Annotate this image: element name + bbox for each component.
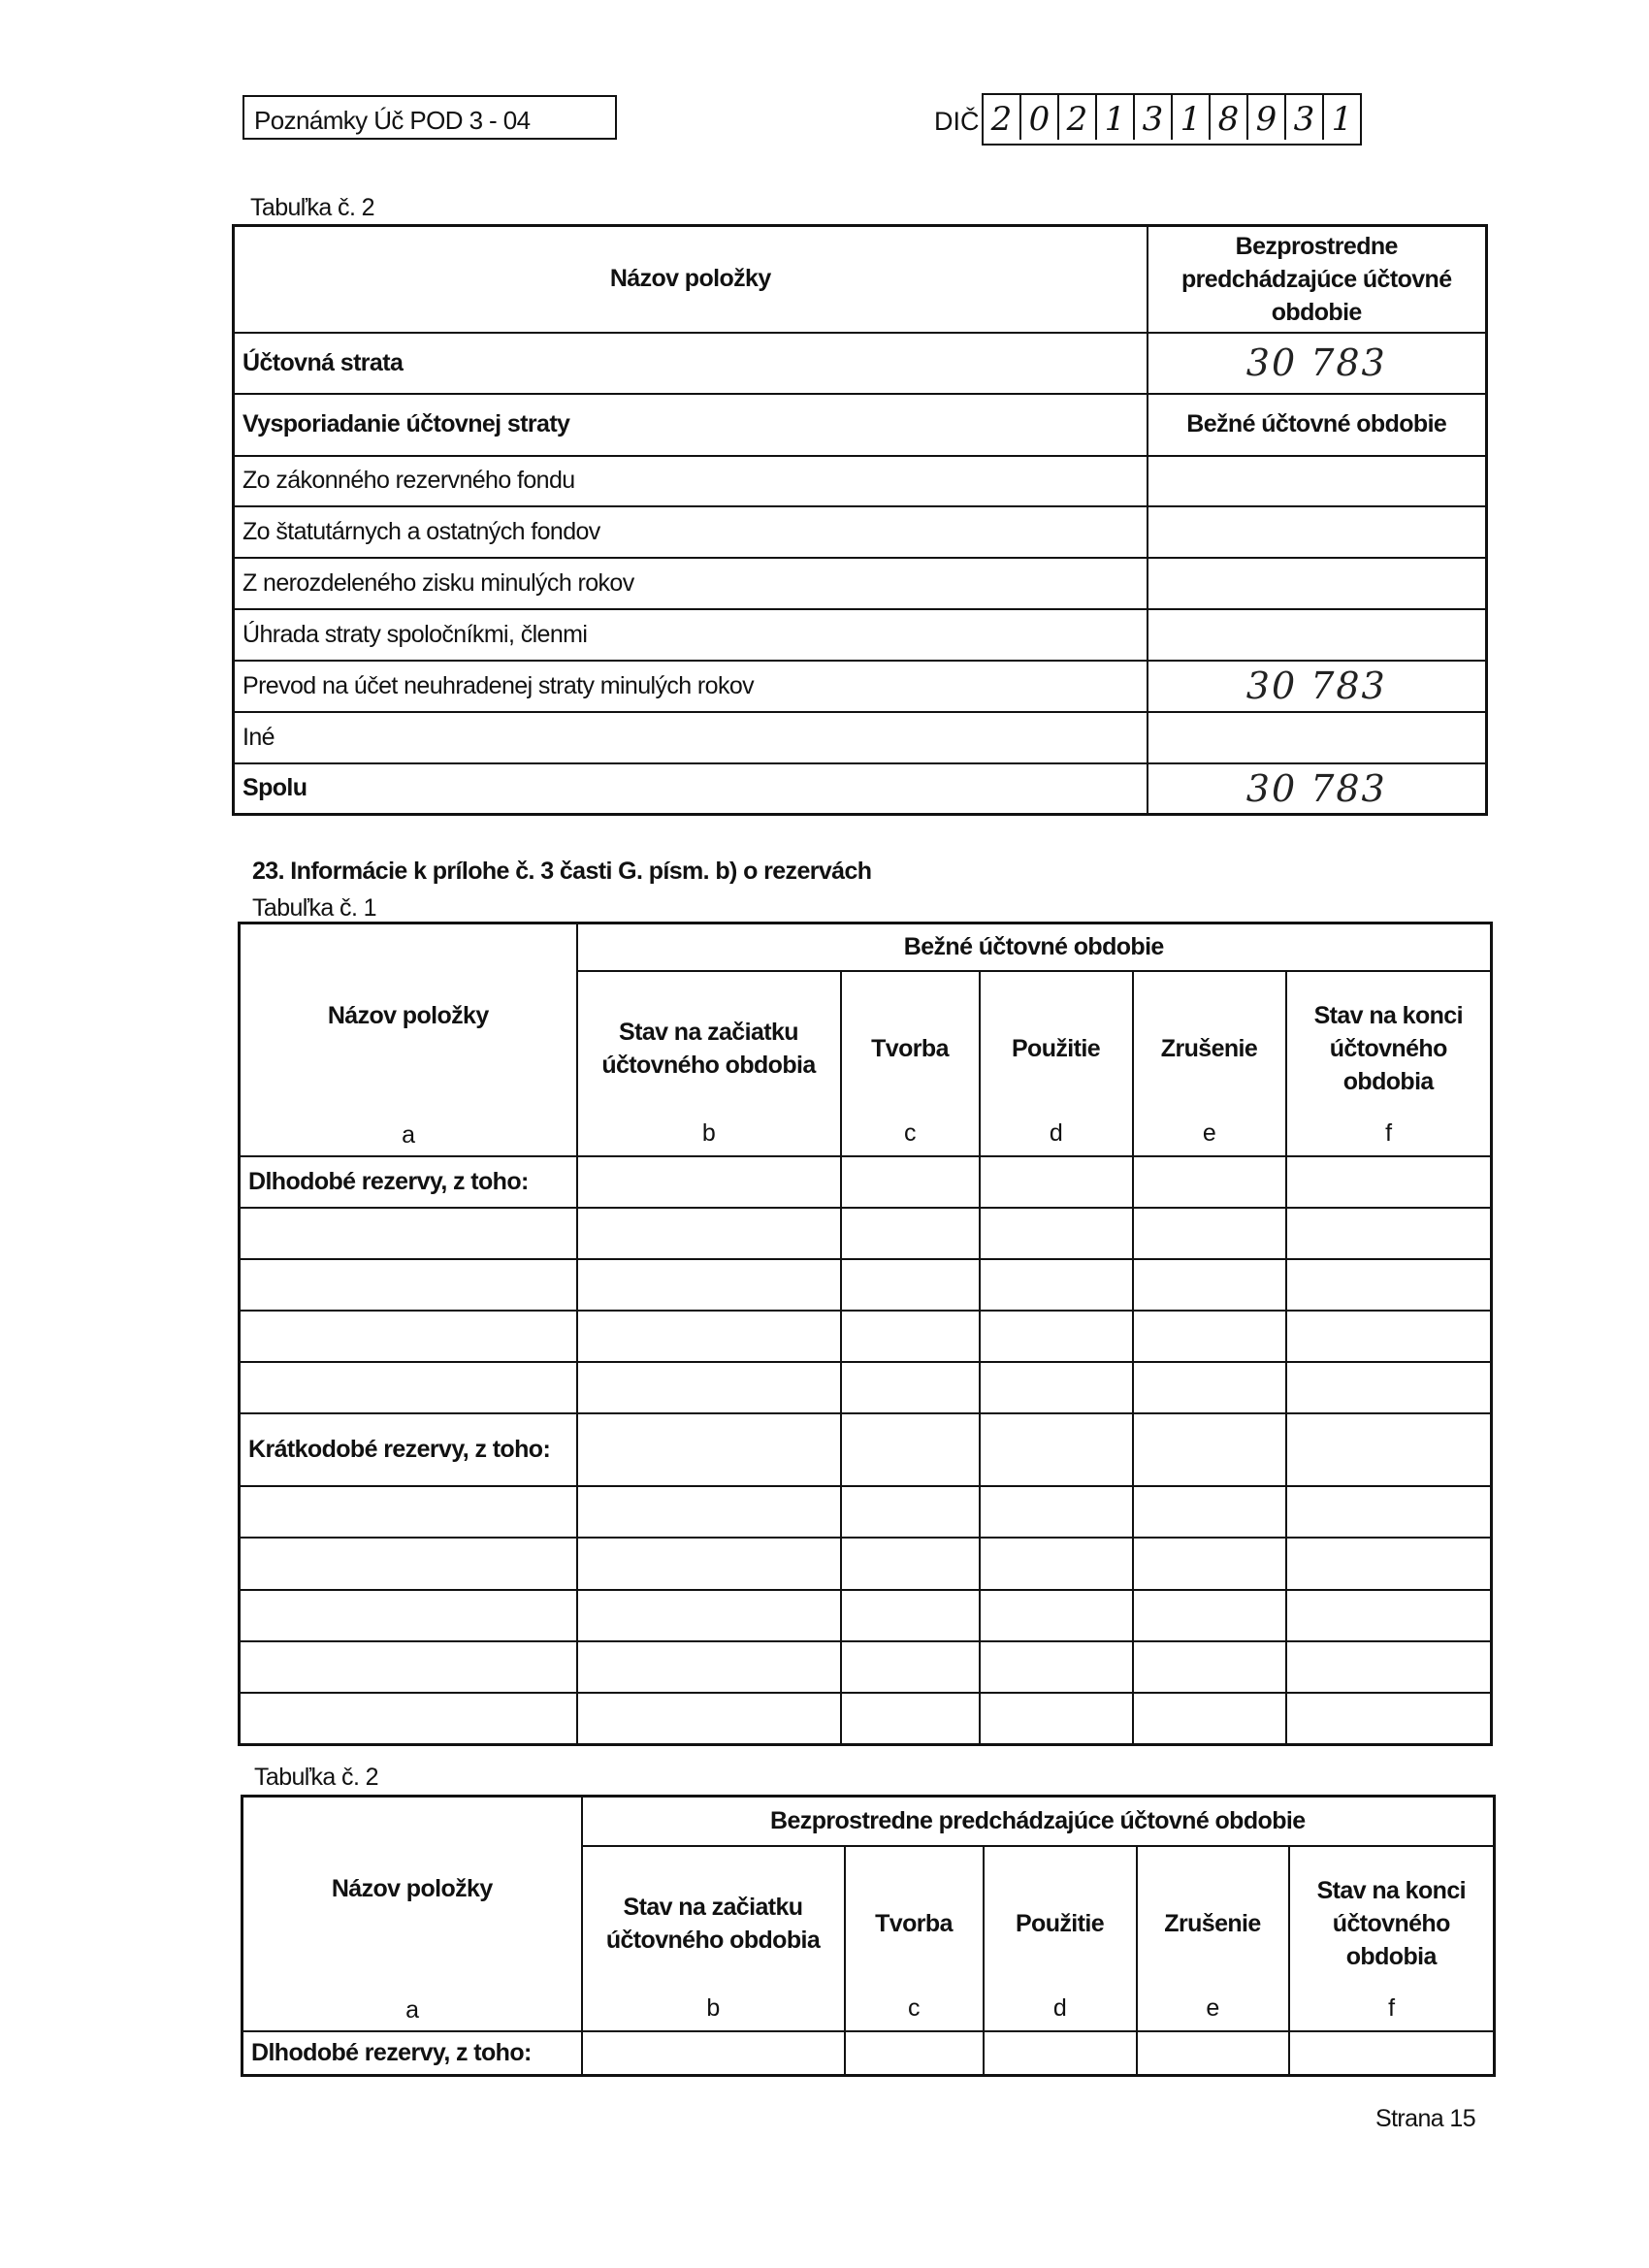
cell[interactable]	[577, 1538, 841, 1590]
page-number: Strana 15	[1375, 2105, 1476, 2132]
dic-digit: 0	[1019, 95, 1057, 140]
table-caption: Tabuľka č. 1	[252, 894, 376, 922]
table-row	[240, 1486, 1492, 1538]
table-row	[242, 2031, 1495, 2076]
cell[interactable]	[841, 1311, 980, 1362]
col-letter: a	[402, 1120, 415, 1149]
dic-digit: 1	[1095, 95, 1133, 140]
row-value	[1148, 712, 1487, 763]
row-value	[1148, 506, 1487, 558]
row-label	[240, 1590, 577, 1641]
cell[interactable]	[1286, 1590, 1492, 1641]
total-value: 30 783	[1148, 763, 1487, 815]
row-label: Dlhodobé rezervy, z toho:	[242, 2031, 582, 2076]
col-letter: f	[1388, 1993, 1395, 2022]
col-header	[841, 971, 980, 1156]
cell[interactable]	[1133, 1641, 1286, 1693]
cell[interactable]	[1286, 1208, 1492, 1259]
col-header	[980, 971, 1133, 1156]
row-value: 30 783	[1148, 661, 1487, 712]
period-header: Bežné účtovné obdobie	[577, 923, 1492, 971]
form-code: Poznámky Úč POD 3 - 04	[254, 106, 531, 135]
dic-digit: 3	[1284, 95, 1322, 140]
table-row	[240, 1362, 1492, 1413]
row-value	[1148, 558, 1487, 609]
cell[interactable]	[841, 1641, 980, 1693]
cell[interactable]	[841, 1693, 980, 1745]
col-header-name	[240, 923, 577, 1156]
col-header-label: Tvorba	[871, 1035, 949, 1062]
cell[interactable]	[1286, 1259, 1492, 1311]
loss-settlement-table	[232, 224, 1488, 816]
reserves-previous-table	[241, 1795, 1496, 2077]
cell[interactable]	[1133, 1486, 1286, 1538]
col-letter: c	[908, 1993, 920, 2022]
cell[interactable]	[1286, 1486, 1492, 1538]
col-header-name: Názov položky	[234, 226, 1148, 333]
cell[interactable]	[1286, 1156, 1492, 1208]
dic-digit: 1	[1171, 95, 1209, 140]
col-header	[845, 1846, 984, 2031]
col-header-label: Zrušenie	[1164, 1910, 1261, 1937]
cell[interactable]	[577, 1156, 841, 1208]
cell[interactable]	[1286, 1311, 1492, 1362]
col-header-name	[242, 1797, 582, 2031]
row-label: Prevod na účet neuhradenej straty minulých rokov	[234, 661, 1148, 712]
table-row	[240, 1413, 1492, 1486]
table-row	[240, 1208, 1492, 1259]
cell[interactable]	[582, 2031, 845, 2076]
cell[interactable]	[841, 1362, 980, 1413]
cell[interactable]	[1286, 1413, 1492, 1486]
col-header-label: Stav na začiatku účtovného obdobia	[601, 1019, 816, 1079]
form-code-box	[242, 95, 617, 140]
col-header	[1133, 971, 1286, 1156]
table-caption: Tabuľka č. 2	[254, 1764, 378, 1791]
cell[interactable]	[1133, 1311, 1286, 1362]
dic-digit: 3	[1133, 95, 1171, 140]
cell[interactable]	[1137, 2031, 1289, 2076]
row-value	[1148, 456, 1487, 506]
cell[interactable]	[980, 1590, 1133, 1641]
cell[interactable]	[577, 1486, 841, 1538]
dic-digit: 1	[1322, 95, 1360, 140]
cell[interactable]	[980, 1486, 1133, 1538]
col-letter: d	[1049, 1118, 1063, 1147]
cell[interactable]	[841, 1208, 980, 1259]
table-row	[240, 1538, 1492, 1590]
table-caption: Tabuľka č. 2	[250, 194, 374, 221]
cell[interactable]	[980, 1208, 1133, 1259]
row-label	[240, 1311, 577, 1362]
cell[interactable]	[577, 1362, 841, 1413]
cell[interactable]	[1133, 1259, 1286, 1311]
cell[interactable]	[980, 1538, 1133, 1590]
reserves-current-table	[238, 922, 1493, 1746]
loss-label: Účtovná strata	[234, 333, 1148, 394]
cell[interactable]	[980, 1362, 1133, 1413]
cell[interactable]	[841, 1486, 980, 1538]
table-row	[240, 1590, 1492, 1641]
cell[interactable]	[841, 1413, 980, 1486]
row-label: Zo zákonného rezervného fondu	[234, 456, 1148, 506]
row-label	[240, 1259, 577, 1311]
cell[interactable]	[984, 2031, 1137, 2076]
col-name-label: Názov položky	[327, 1002, 489, 1029]
cell[interactable]	[1286, 1362, 1492, 1413]
cell[interactable]	[841, 1538, 980, 1590]
col-header	[1286, 971, 1492, 1156]
cell[interactable]	[980, 1413, 1133, 1486]
row-label	[240, 1486, 577, 1538]
cell[interactable]	[1286, 1538, 1492, 1590]
col-letter: e	[1206, 1993, 1219, 2022]
row-label: Iné	[234, 712, 1148, 763]
col-letter: a	[405, 1995, 419, 2024]
col-letter: d	[1052, 1993, 1067, 2022]
dic-digit: 8	[1209, 95, 1246, 140]
cell[interactable]	[1133, 1590, 1286, 1641]
total-label: Spolu	[234, 763, 1148, 815]
col-letter: e	[1202, 1118, 1216, 1147]
cell[interactable]	[1133, 1156, 1286, 1208]
col-letter: b	[706, 1993, 720, 2022]
dic-label: DIČ	[934, 107, 980, 136]
col-header-label: Zrušenie	[1160, 1035, 1258, 1062]
cell[interactable]	[841, 1259, 980, 1311]
col-letter: b	[701, 1118, 716, 1147]
settlement-label: Vysporiadanie účtovnej straty	[234, 394, 1148, 456]
cell[interactable]	[980, 1259, 1133, 1311]
table-row	[240, 1693, 1492, 1745]
row-label	[240, 1362, 577, 1413]
col-header-label: Stav na konci účtovného obdobia	[1313, 1002, 1463, 1095]
cell[interactable]	[577, 1590, 841, 1641]
table-row	[240, 1259, 1492, 1311]
row-value	[1148, 609, 1487, 661]
col-header-prev: Bezprostredne predchádzajúce účtovné obdobie	[1148, 226, 1487, 333]
col-header	[1289, 1846, 1495, 2031]
cell[interactable]	[1286, 1693, 1492, 1745]
col-header-current: Bežné účtovné obdobie	[1148, 394, 1487, 456]
cell[interactable]	[841, 1156, 980, 1208]
dic-digit: 9	[1246, 95, 1284, 140]
cell[interactable]	[980, 1641, 1133, 1693]
row-label: Dlhodobé rezervy, z toho:	[240, 1156, 577, 1208]
dic-digit: 2	[1057, 95, 1095, 140]
row-label	[240, 1693, 577, 1745]
cell[interactable]	[1133, 1208, 1286, 1259]
cell[interactable]	[577, 1208, 841, 1259]
cell[interactable]	[577, 1259, 841, 1311]
row-label	[240, 1538, 577, 1590]
col-name-label: Názov položky	[331, 1875, 493, 1902]
cell[interactable]	[577, 1693, 841, 1745]
cell[interactable]	[1133, 1362, 1286, 1413]
cell[interactable]	[1289, 2031, 1495, 2076]
cell[interactable]	[577, 1311, 841, 1362]
col-header-label: Použitie	[1015, 1910, 1105, 1937]
cell[interactable]	[980, 1693, 1133, 1745]
cell[interactable]	[577, 1641, 841, 1693]
col-header	[582, 1846, 845, 2031]
cell[interactable]	[1133, 1693, 1286, 1745]
cell[interactable]	[841, 1590, 980, 1641]
col-header-label: Stav na konci účtovného obdobia	[1316, 1877, 1466, 1970]
row-label	[240, 1641, 577, 1693]
col-header-label: Stav na začiatku účtovného obdobia	[605, 1894, 821, 1954]
cell[interactable]	[1133, 1413, 1286, 1486]
cell[interactable]	[980, 1156, 1133, 1208]
cell[interactable]	[980, 1311, 1133, 1362]
period-header: Bezprostredne predchádzajúce účtovné obdobie	[582, 1797, 1495, 1846]
row-label	[240, 1208, 577, 1259]
dic-field	[982, 93, 1362, 146]
row-label: Krátkodobé rezervy, z toho:	[240, 1413, 577, 1486]
cell[interactable]	[845, 2031, 984, 2076]
col-header	[577, 971, 841, 1156]
cell[interactable]	[577, 1413, 841, 1486]
col-letter: c	[904, 1118, 916, 1147]
cell[interactable]	[1286, 1641, 1492, 1693]
loss-value: 30 783	[1148, 333, 1487, 394]
table-row	[240, 1311, 1492, 1362]
col-header-label: Použitie	[1011, 1035, 1101, 1062]
row-label: Úhrada straty spoločníkmi, členmi	[234, 609, 1148, 661]
row-label: Z nerozdeleného zisku minulých rokov	[234, 558, 1148, 609]
dic-digit: 2	[990, 100, 1013, 139]
col-letter: f	[1385, 1118, 1392, 1147]
section-heading: 23. Informácie k prílohe č. 3 časti G. písm. b) o rezervách	[252, 858, 872, 885]
col-header	[984, 1846, 1137, 2031]
col-header	[1137, 1846, 1289, 2031]
col-header-label: Tvorba	[875, 1910, 953, 1937]
table-row	[240, 1641, 1492, 1693]
cell[interactable]	[1133, 1538, 1286, 1590]
table-row	[240, 1156, 1492, 1208]
row-label: Zo štatutárnych a ostatných fondov	[234, 506, 1148, 558]
